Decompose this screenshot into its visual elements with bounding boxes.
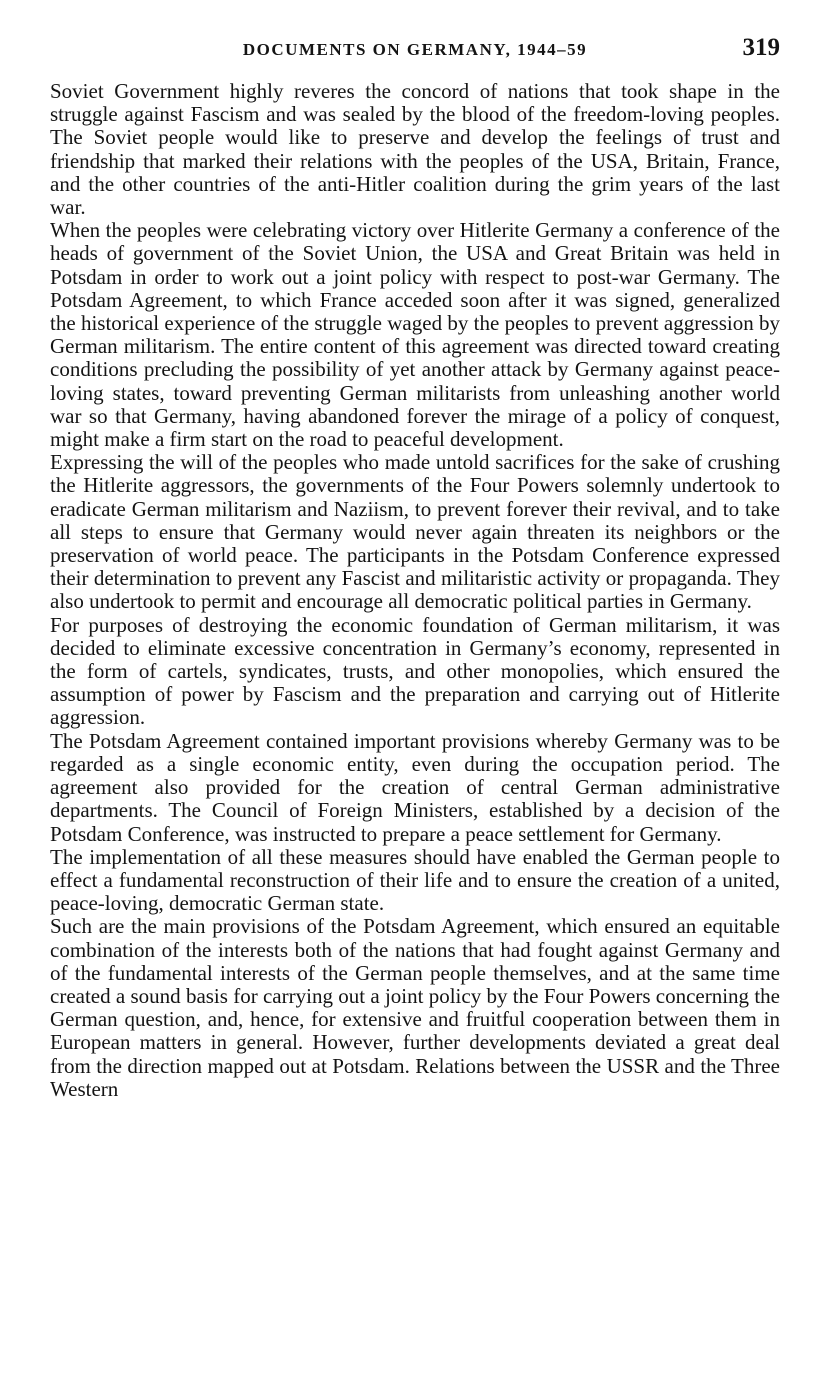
body-text [50, 80, 780, 1101]
page-number: 319 [742, 34, 780, 61]
paragraph: Expressing the will of the peoples who made untold sacrifices for the sake of crushing the Hitlerite aggressors, the governments of the Four Powers solemnly undertook to eradicate German militarism and Naziism, to prevent forever their revival, and to take all steps to ensure that Germany would never again threaten its neighbors or the preservation of world peace. The participants in the Potsdam Conference expressed their determination to prevent any Fascist and militaristic activity or propaganda. They also undertook to permit and encourage all democratic political parties in Germany. [50, 450, 780, 614]
paragraph: The Potsdam Agreement contained important provisions whereby Germany was to be regarded as a single economic entity, even during the occupation period. The agreement also provided for the creation of central German administrative departments. The Council of Foreign Ministers, established by a decision of the Potsdam Conference, was instructed to prepare a peace settlement for Germany. [50, 728, 780, 846]
running-head [50, 36, 780, 66]
paragraph: For purposes of destroying the economic foundation of German militarism, it was decided to eliminate excessive concentration in Germany’s economy, represented in the form of cartels, syndicates, trusts, and other monopolies, which ensured the assumption of power by Fascism and the preparation and carrying out of Hitlerite aggression. [50, 612, 780, 730]
running-title: DOCUMENTS ON GERMANY, 1944–59 [242, 40, 588, 59]
paragraph: Such are the main provisions of the Potsdam Agreement, which ensured an equitable combination of the interests both of the nations that had fought against Germany and of the fundamental interests of the German people themselves, and at the same time created a sound basis for carrying out a joint policy by the Four Powers concerning the German question, and, hence, for extensive and fruitful cooperation between them in European matters in general. However, further developments deviated a great deal from the direction mapped out at Potsdam. Relations between the USSR and the Three Western [50, 914, 780, 1101]
paragraph: When the peoples were celebrating victory over Hitlerite Germany a conference of the heads of government of the Soviet Union, the USA and Great Britain was held in Potsdam in order to work out a joint policy with respect to post-war Germany. The Potsdam Agreement, to which France acceded soon after it was signed, generalized the historical experience of the struggle waged by the peoples to prevent aggression by German militarism. The entire content of this agreement was directed toward creating conditions precluding the possibility of yet another attack by Germany against peace-loving states, toward preventing German militarists from unleashing another world war so that Germany, having abandoned forever the mirage of a policy of conquest, might make a firm start on the road to peaceful development. [50, 218, 780, 452]
paragraph: Soviet Government highly reveres the concord of nations that took shape in the struggle against Fascism and was sealed by the blood of the freedom-loving peoples. The Soviet people would like to preserve and develop the feelings of trust and friendship that marked their relations with the peoples of the USA, Britain, France, and the other countries of the anti-Hitler coalition during the grim years of the last war. [50, 79, 780, 220]
paragraph: The implementation of all these measures should have enabled the German people to effect a fundamental reconstruction of their life and to ensure the creation of a united, peace-loving, democratic German state. [50, 844, 780, 916]
